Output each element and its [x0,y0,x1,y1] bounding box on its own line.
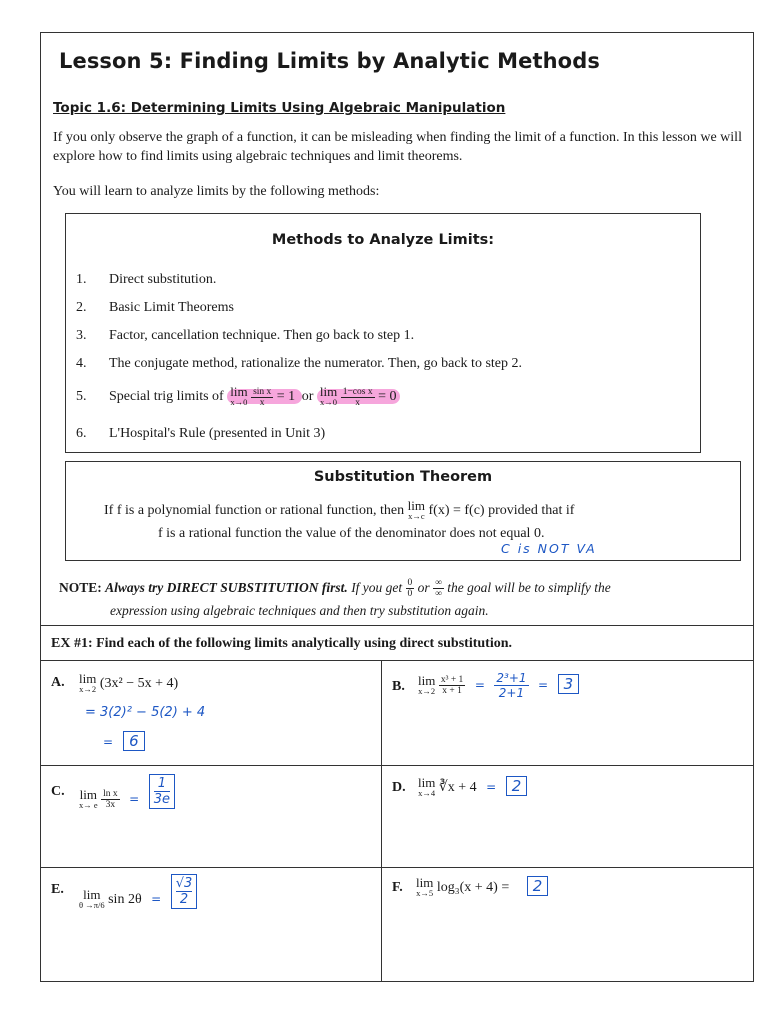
method-item: 4. The conjugate method, rationalize the numerator. Then, go back to step 2. [76,356,522,371]
answer-box: 2 [527,876,549,896]
note-paragraph: NOTE: Always try DIRECT SUBSTITUTION first. If you get $\frac{0}{0}$ or $\frac{\infty}{\infty}$ the goal will be to simplify the expression using algebraic techniques and then try substitution again. [59,578,611,619]
method-item-special-trig: 5. Special trig limits of lim x→0 $\frac{\text{sin x}}{x}$ = 1 or lim x→0 $\frac{\text{1−cos x}}{x}$ = 0 [76,386,400,408]
theorem-line-1: If f is a polynomial function or rational function, then lim x→c f(x) = f(c) provided that if [104,498,575,521]
problem-e: E. lim θ →π/6 sin 2θ = $\frac{√3}{2}$ [41,868,382,981]
learn-sentence: You will learn to analyze limits by the following methods: [53,184,380,199]
answer-box: 3 [558,674,580,694]
handwritten-note: C is NOT VA [501,541,597,556]
theorem-line-2: f is a rational function the value of the denominator does not equal 0. [158,526,545,541]
topic-heading: Topic 1.6: Determining Limits Using Algebraic Manipulation [53,100,506,116]
handwritten-work: = 3(2)² − 5(2) + 4 [85,705,206,720]
methods-box [65,213,701,453]
problem-a: A. lim x→2 (3x² − 5x + 4) = 3(2)² − 5(2) + 4 = 6 [41,661,382,766]
problem-c: C. lim x→ e $\frac{\text{ln x}}{3x}$ = $\frac{1}{3e}$ [41,766,382,868]
intro-paragraph: If you only observe the graph of a function, it can be misleading when finding the limit of a function. In this lesson we will explore how to find limits using algebraic techniques and limit theorems. [53,130,742,164]
method-item: 3. Factor, cancellation technique. Then go back to step 1. [76,328,415,343]
answer-box: 6 [123,731,145,751]
substitution-title: Substitution Theorem [313,469,493,485]
substitution-theorem-box [65,461,741,561]
highlight-cosx-limit: lim x→0 $\frac{\text{1−cos x}}{x}$ = 0 [317,389,400,404]
method-item: 2. Basic Limit Theorems [76,300,234,315]
problem-d: D. lim x→4 ∛x + 4 = 2 [382,766,753,868]
methods-title: Methods to Analyze Limits: [271,232,495,248]
answer-box: $\frac{√3}{2}$ [171,874,198,909]
example-grid [41,625,753,981]
worksheet-page [40,32,754,982]
highlight-sinx-limit: lim x→0 $\frac{\text{sin x}}{x}$ = 1 [227,389,301,404]
problem-b: B. lim x→2 $\frac{\text{x³ + 1}}{x + 1}$ = $\frac{\text{2³+1}}{2+1}$ = 3 [382,661,753,766]
method-item: 1. Direct substitution. [76,272,217,287]
lesson-title: Lesson 5: Finding Limits by Analytic Methods [59,49,600,73]
problem-f: F. lim x→5 log₃(x + 4) = 2 [382,868,753,981]
answer-box: $\frac{1}{3e}$ [149,774,175,809]
method-item: 6. L'Hospital's Rule (presented in Unit 3) [76,426,326,441]
answer-box: 2 [506,776,528,796]
example-heading: EX #1: Find each of the following limits analytically using direct substitution. [41,625,753,661]
